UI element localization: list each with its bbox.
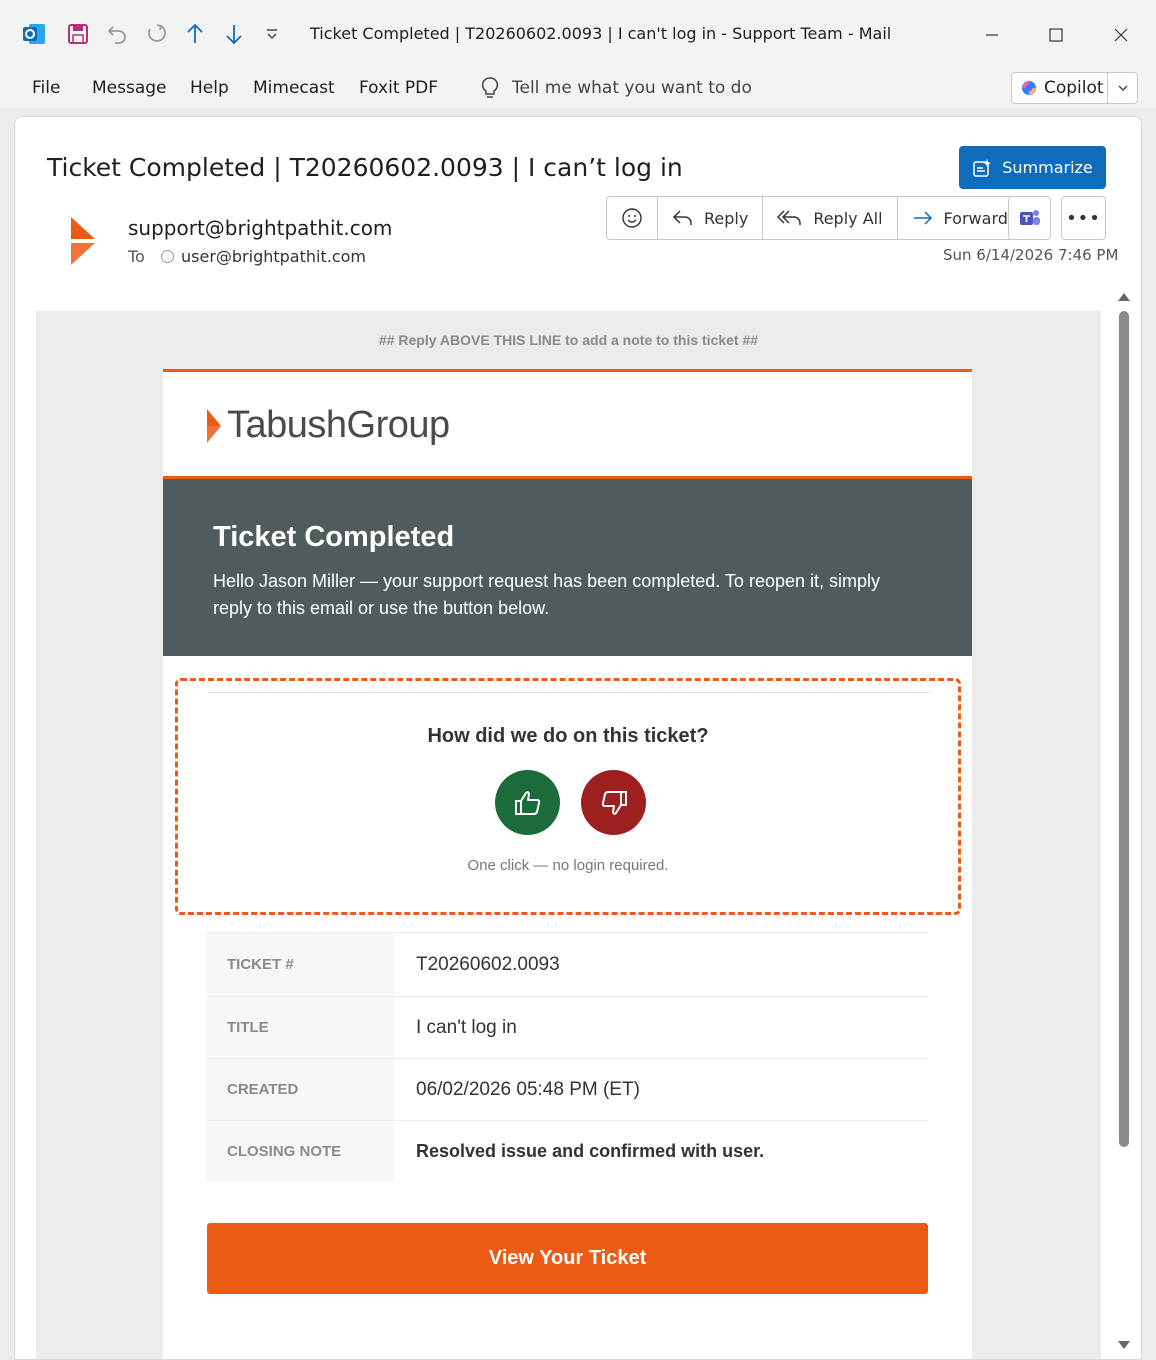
close-window-button[interactable] <box>1106 20 1136 50</box>
feedback-note: One click — no login required. <box>467 857 669 874</box>
ticket-number-label: TICKET # <box>206 933 394 996</box>
reading-pane <box>14 116 1142 1360</box>
thumbs-up-icon <box>512 787 544 819</box>
menu-help[interactable]: Help <box>190 78 229 98</box>
to-label: To <box>128 247 145 266</box>
reply-all-icon <box>777 208 803 228</box>
brand-name: TabushGroup <box>227 404 450 446</box>
scroll-down-arrow[interactable] <box>1117 1337 1131 1351</box>
brand-chevron-icon <box>205 407 223 445</box>
brand-logo <box>205 404 450 447</box>
teams-button[interactable] <box>1008 196 1051 240</box>
more-actions-button[interactable] <box>1061 196 1106 240</box>
table-row <box>206 996 928 1058</box>
reply-button[interactable] <box>658 197 763 239</box>
scrollbar-thumb[interactable] <box>1119 311 1129 1147</box>
thumbs-down-icon <box>598 787 630 819</box>
undo-icon[interactable] <box>103 20 131 48</box>
save-icon[interactable] <box>64 20 92 48</box>
menu-message[interactable]: Message <box>92 78 167 98</box>
hero-title: Ticket Completed <box>213 521 455 553</box>
summarize-icon <box>972 158 992 178</box>
feedback-question: How did we do on this ticket? <box>427 725 709 747</box>
lightbulb-icon <box>480 76 500 100</box>
forward-button[interactable] <box>898 197 1022 239</box>
tell-me-search[interactable] <box>480 76 752 100</box>
menu-foxit-pdf[interactable]: Foxit PDF <box>359 78 439 98</box>
smiley-icon <box>621 207 643 229</box>
closing-note-label: CLOSING NOTE <box>206 1121 394 1182</box>
copilot-main[interactable] <box>1012 73 1108 103</box>
message-datetime: Sun 6/14/2026 7:46 PM <box>943 246 1119 264</box>
copilot-dropdown[interactable] <box>1108 82 1137 94</box>
thumbs-down-button[interactable] <box>581 770 646 835</box>
menu-mimecast[interactable]: Mimecast <box>253 78 335 98</box>
title-bar <box>0 0 1156 70</box>
redo-icon[interactable] <box>142 20 170 48</box>
summarize-button[interactable] <box>959 146 1106 189</box>
minimize-button[interactable] <box>977 20 1007 50</box>
tell-me-text: Tell me what you want to do <box>512 78 752 98</box>
forward-icon <box>912 208 934 228</box>
window-title: Ticket Completed | T20260602.0093 | I can't log in - Support Team - Mail <box>310 24 892 43</box>
email-body <box>36 311 1101 1360</box>
ticket-title-label: TITLE <box>206 997 394 1058</box>
scroll-up-arrow[interactable] <box>1117 289 1131 303</box>
email-card <box>163 369 972 1360</box>
maximize-button[interactable] <box>1041 20 1071 50</box>
forward-label: Forward <box>943 208 1008 228</box>
reply-label: Reply <box>704 208 749 228</box>
ticket-title-value: I can't log in <box>416 1016 517 1038</box>
recipient-address[interactable]: user@brightpathit.com <box>181 247 366 266</box>
menu-file[interactable]: File <box>32 78 61 98</box>
table-row <box>206 932 928 996</box>
hero-text: Hello Jason Miller — your support request has been completed. To reopen it, simply reply to this email or use the button below. <box>213 571 881 618</box>
ticket-number-value: T20260602.0093 <box>416 953 560 975</box>
hero-banner <box>163 479 972 656</box>
previous-item-icon[interactable] <box>181 20 209 48</box>
next-item-icon[interactable] <box>220 20 248 48</box>
outlook-icon[interactable] <box>20 20 48 48</box>
ticket-details-table <box>206 932 928 1182</box>
copilot-button[interactable] <box>1011 72 1138 104</box>
ticket-created-label: CREATED <box>206 1059 394 1120</box>
recipient-presence-icon <box>161 250 174 263</box>
closing-note-value: Resolved issue and confirmed with user. <box>416 1141 765 1161</box>
reply-icon <box>672 208 694 228</box>
copilot-label: Copilot <box>1044 78 1104 98</box>
ticket-created-value: 06/02/2026 05:48 PM (ET) <box>416 1078 640 1100</box>
summarize-label: Summarize <box>1002 158 1093 177</box>
sender-avatar <box>67 215 99 271</box>
feedback-box <box>175 678 961 915</box>
reply-above-line: ## Reply ABOVE THIS LINE to add a note to this ticket ## <box>378 332 759 348</box>
feedback-divider <box>208 692 930 693</box>
sender-address[interactable]: support@brightpathit.com <box>128 216 393 240</box>
teams-icon <box>1019 207 1041 229</box>
copilot-icon <box>1020 79 1038 97</box>
customize-toolbar-icon[interactable] <box>258 20 286 48</box>
message-subject: Ticket Completed | T20260602.0093 | I can’t log in <box>47 153 683 182</box>
reply-all-button[interactable] <box>763 197 897 239</box>
table-row <box>206 1058 928 1120</box>
message-actions <box>606 196 1023 240</box>
reply-all-label: Reply All <box>813 208 883 228</box>
ellipsis-icon: ••• <box>1066 207 1101 229</box>
view-ticket-button[interactable]: View Your Ticket <box>207 1223 928 1294</box>
thumbs-up-button[interactable] <box>495 770 560 835</box>
react-button[interactable] <box>607 197 658 239</box>
table-row <box>206 1120 928 1182</box>
chevron-down-icon <box>1117 82 1129 94</box>
